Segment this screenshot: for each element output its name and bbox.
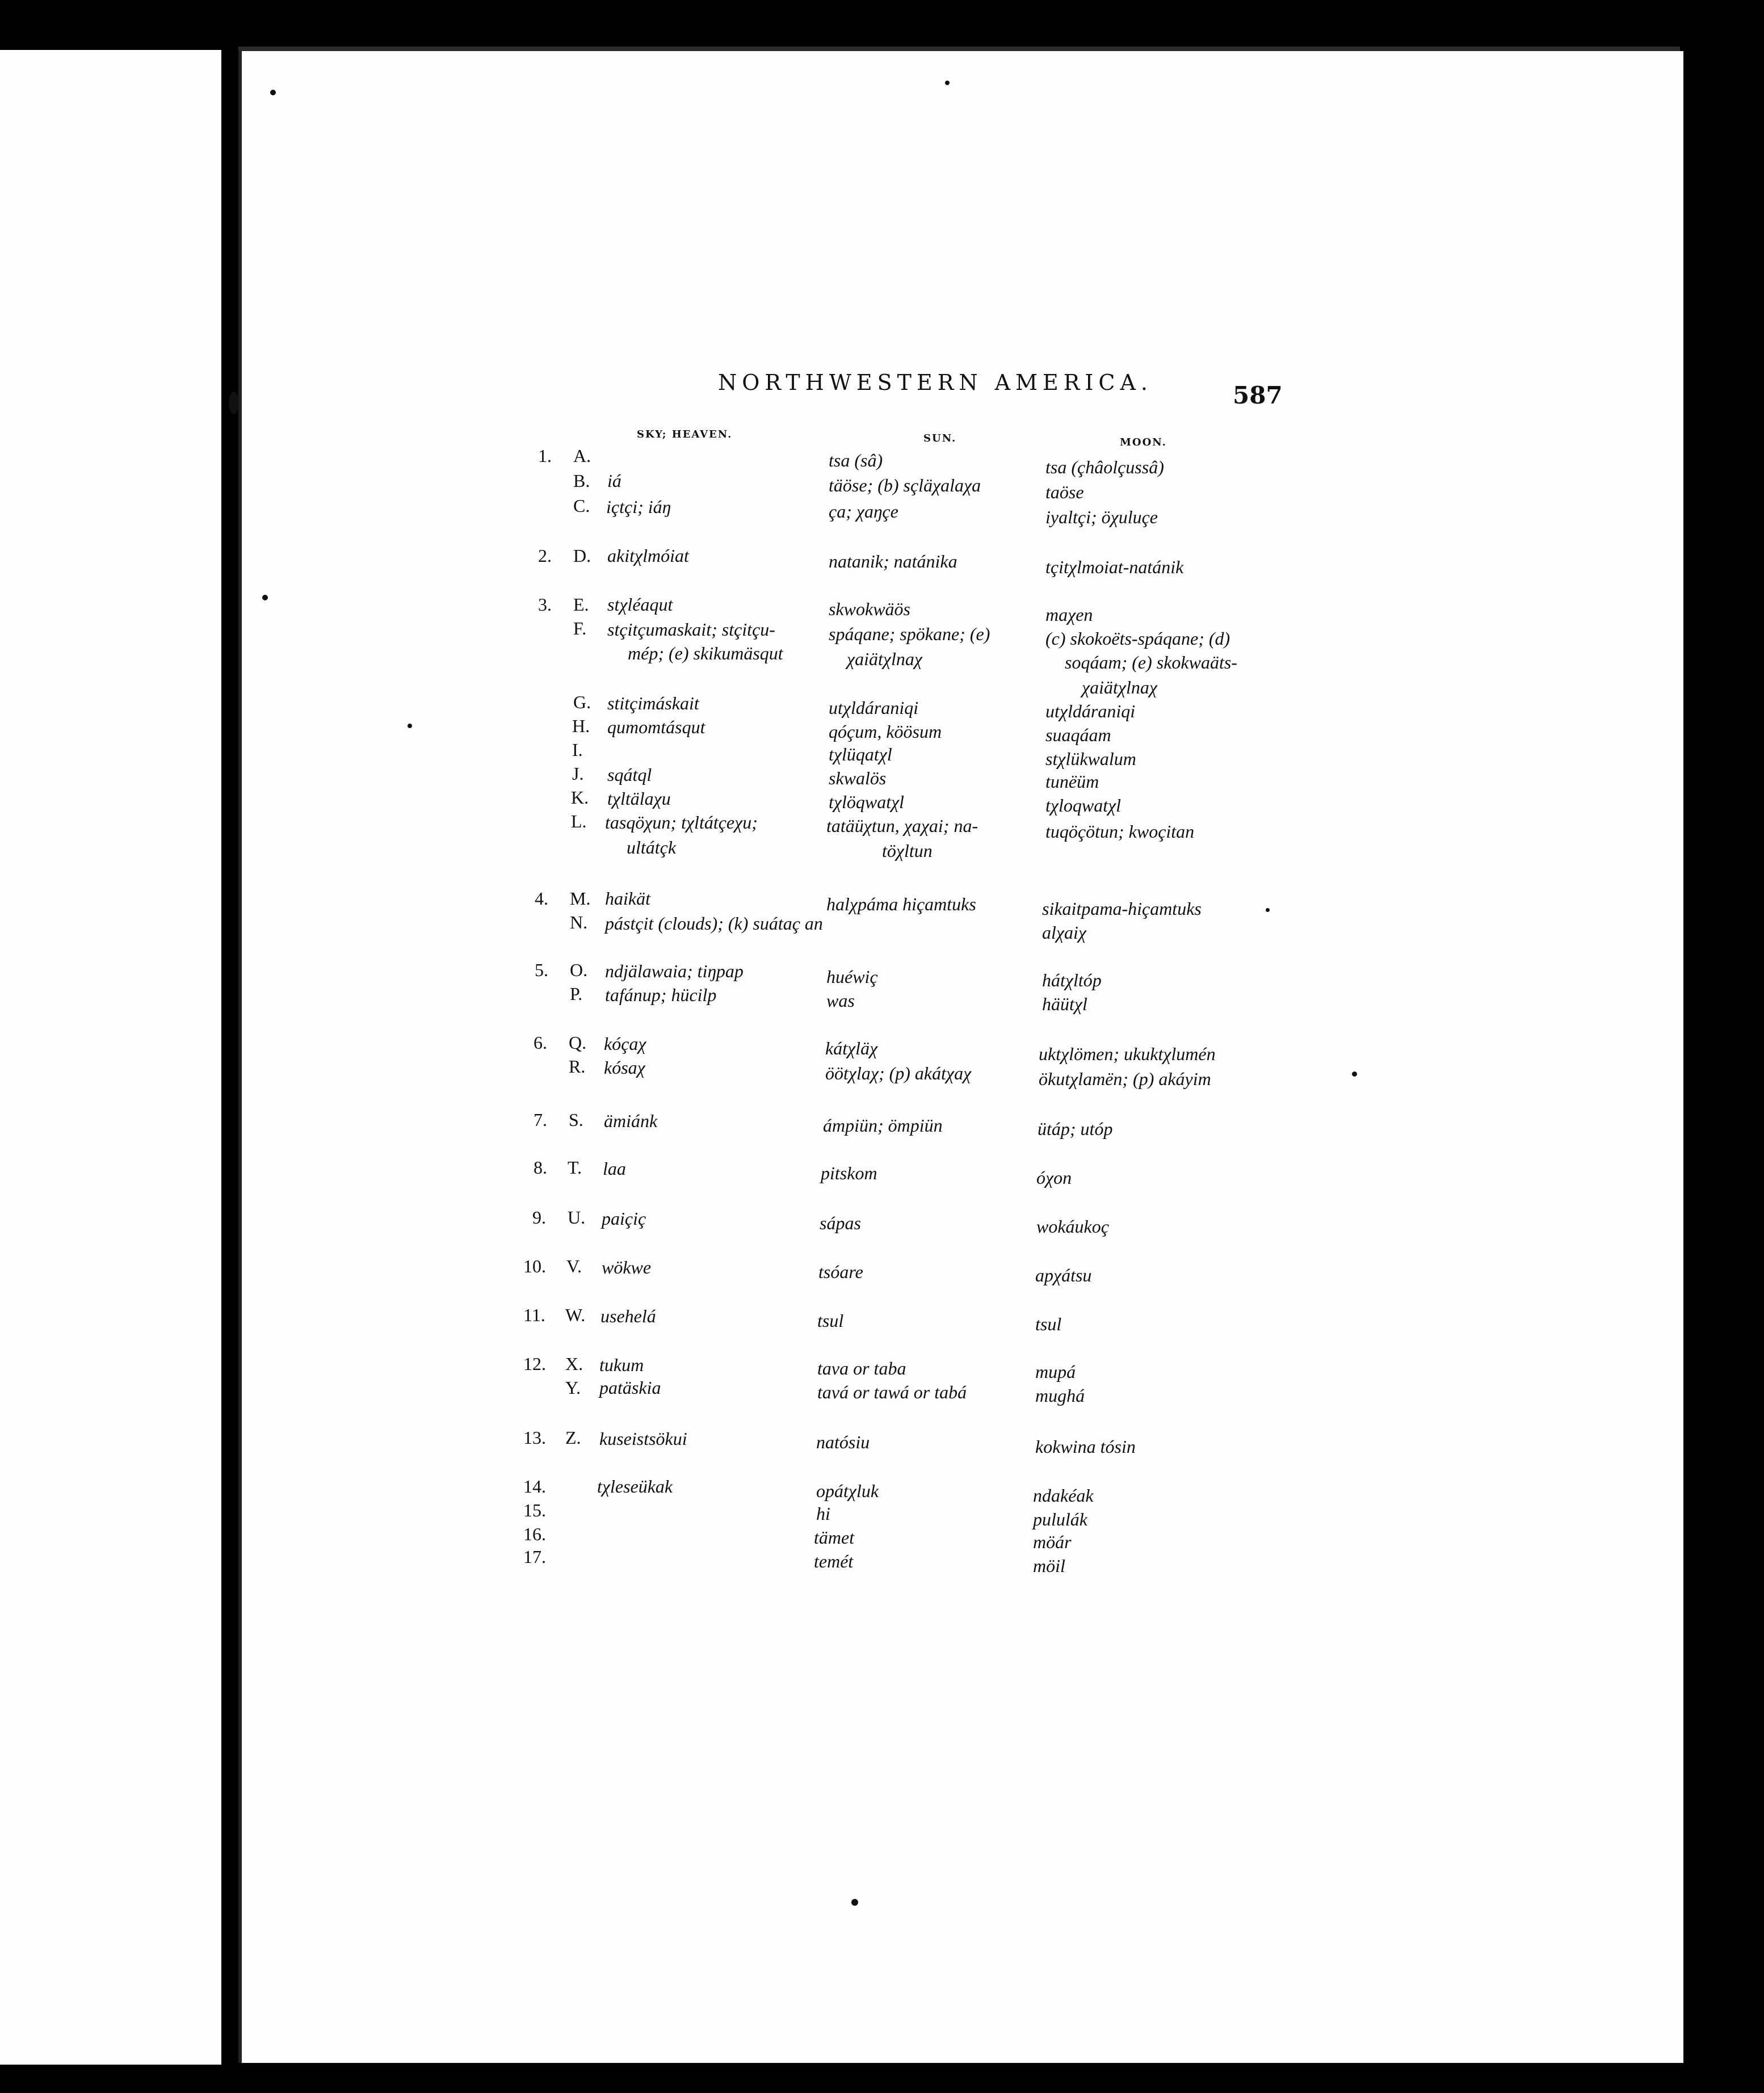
dust-speck: [270, 90, 276, 95]
column-header-moon: MOON.: [1120, 436, 1167, 448]
entry-number: 16.: [523, 1524, 546, 1544]
sky-word: iá: [607, 470, 621, 491]
sun-word: ça; χaŋçe: [829, 501, 898, 522]
moon-word: mughá: [1035, 1385, 1085, 1406]
sky-word: pástçit (clouds); (k) suátaç an: [605, 913, 823, 934]
moon-word: wokáukoç: [1036, 1216, 1109, 1237]
sky-word: paiçiç: [602, 1208, 646, 1229]
sun-word: töχltun: [882, 840, 933, 861]
moon-word: tχloqwatχl: [1045, 795, 1122, 816]
sky-word: mép; (e) skikumäsqut: [628, 643, 783, 663]
moon-word: ndakéak: [1033, 1485, 1094, 1506]
entry-number: 17.: [523, 1546, 546, 1567]
sun-word: tχlüqatχl: [829, 744, 892, 764]
sun-word: qóçum, köösum: [829, 721, 942, 742]
column-header-sky: SKY; HEAVEN.: [637, 428, 733, 440]
entry-letter: R.: [569, 1056, 586, 1077]
entry-number: 8.: [534, 1157, 547, 1178]
sun-word: natanik; natánika: [829, 551, 957, 571]
dust-speck: [1266, 908, 1270, 912]
moon-word: möil: [1033, 1556, 1065, 1576]
sun-word: utχldáraniqi: [829, 697, 919, 718]
entry-letter: V.: [566, 1256, 582, 1276]
sun-word: ámpiün; ömpiün: [823, 1115, 943, 1136]
dust-speck: [408, 724, 412, 728]
sun-word: huéwiç: [826, 966, 878, 987]
entry-letter: Y.: [565, 1377, 581, 1398]
entry-number: 5.: [535, 960, 548, 980]
sky-word: laa: [603, 1158, 626, 1179]
sun-word: skwokwäös: [829, 599, 910, 619]
dust-speck: [1352, 1071, 1357, 1077]
entry-letter: M.: [570, 888, 591, 909]
entry-number: 7.: [534, 1109, 547, 1130]
dust-speck: [945, 81, 950, 85]
entry-number: 2.: [538, 545, 552, 566]
sky-word: ndjälawaia; tiŋpap: [605, 961, 744, 981]
entry-letter: L.: [571, 811, 587, 831]
moon-word: (c) skokoëts-spáqane; (d): [1045, 628, 1230, 649]
moon-word: maχen: [1045, 604, 1093, 625]
sun-word: opátχluk: [816, 1481, 879, 1501]
sun-word: tsóare: [818, 1262, 863, 1282]
moon-word: iyaltçi; öχuluçe: [1045, 507, 1158, 527]
dust-speck: [851, 1899, 858, 1906]
entry-letter: B.: [573, 470, 590, 491]
entry-letter: T.: [568, 1157, 582, 1178]
entry-letter: N.: [570, 912, 588, 932]
sky-word: sqátql: [607, 764, 652, 785]
sun-word: spáqane; spökane; (e): [829, 624, 990, 644]
sky-word: tχltälaχu: [607, 788, 671, 809]
moon-word: ütáp; utóp: [1038, 1119, 1113, 1139]
moon-word: pululák: [1033, 1509, 1087, 1529]
moon-word: soqáam; (e) skokwaäts-: [1065, 652, 1237, 673]
sky-word: usehelá: [600, 1306, 656, 1326]
sun-word: tämet: [814, 1527, 855, 1548]
moon-word: mupá: [1035, 1361, 1076, 1382]
sky-word: tukum: [599, 1355, 644, 1375]
entry-letter: I.: [572, 739, 583, 760]
sun-word: kátχläχ: [825, 1038, 878, 1058]
entry-number: 9.: [532, 1207, 546, 1228]
sun-word: natósiu: [816, 1432, 870, 1452]
entry-number: 11.: [523, 1305, 545, 1325]
moon-word: utχldáraniqi: [1045, 701, 1136, 721]
sun-word: χaiätχlnaχ: [847, 649, 922, 669]
entry-number: 4.: [535, 888, 548, 909]
entry-letter: D.: [573, 545, 591, 566]
entry-letter: J.: [572, 763, 584, 784]
entry-number: 12.: [523, 1354, 546, 1374]
sky-word: kósaχ: [604, 1057, 645, 1078]
entry-number: 10.: [523, 1256, 546, 1276]
moon-word: tçitχlmoiat-natánik: [1045, 557, 1184, 577]
moon-word: tunëüm: [1045, 771, 1099, 792]
facing-page: [0, 50, 221, 2065]
sky-word: stitçimáskait: [607, 693, 699, 713]
sun-word: was: [826, 990, 855, 1011]
sky-word: ämiánk: [604, 1111, 658, 1131]
entry-number: 1.: [538, 446, 552, 466]
sky-word: wökwe: [602, 1257, 652, 1277]
sky-word: stχléaqut: [607, 594, 673, 615]
moon-word: hátχltóp: [1042, 970, 1102, 990]
moon-word: alχaiχ: [1042, 922, 1086, 943]
sun-word: tavá or tawá or tabá: [817, 1382, 967, 1402]
column-header-sun: SUN.: [923, 432, 957, 444]
sun-word: pitskom: [821, 1163, 877, 1183]
sun-word: skwalös: [829, 768, 887, 788]
moon-word: óχon: [1036, 1167, 1072, 1188]
book-page: [238, 51, 1683, 2063]
moon-word: tsa (çhâolçussâ): [1045, 457, 1164, 477]
entry-number: 6.: [534, 1032, 547, 1053]
entry-number: 3.: [538, 594, 552, 615]
moon-word: sikaitpama-hiçamtuks: [1042, 898, 1202, 919]
sun-word: halχpáma hiçamtuks: [826, 894, 976, 914]
moon-word: taöse: [1045, 482, 1084, 502]
entry-letter: H.: [572, 716, 590, 736]
entry-number: 15.: [523, 1500, 546, 1520]
sky-word: kóçaχ: [604, 1033, 646, 1054]
sun-word: temét: [814, 1551, 854, 1571]
entry-letter: X.: [565, 1354, 583, 1374]
dust-speck: [229, 392, 239, 414]
sun-word: tava or taba: [817, 1358, 906, 1378]
dust-speck: [262, 595, 268, 600]
running-header: NORTHWESTERN AMERICA.: [718, 370, 1153, 395]
sky-word: tχleseükak: [597, 1476, 673, 1497]
sun-word: öötχlaχ; (p) akátχaχ: [825, 1063, 972, 1083]
moon-word: kokwina tósin: [1035, 1436, 1136, 1457]
sky-word: tafánup; hücilp: [605, 985, 717, 1005]
entry-letter: K.: [571, 787, 589, 808]
moon-word: tsul: [1035, 1314, 1062, 1334]
sky-word: haikät: [605, 888, 650, 909]
moon-word: häütχl: [1042, 994, 1087, 1014]
sky-word: kuseistsökui: [599, 1428, 687, 1449]
sky-word: patäskia: [599, 1377, 661, 1398]
moon-word: χaiätχlnaχ: [1082, 677, 1157, 697]
sky-word: akitχlmóiat: [607, 545, 689, 566]
entry-letter: C.: [573, 495, 590, 516]
sun-word: tχlöqwatχl: [829, 792, 905, 812]
entry-number: 13.: [523, 1427, 546, 1448]
sky-word: içtçi; iáŋ: [606, 497, 671, 517]
entry-letter: P.: [570, 984, 583, 1004]
sun-word: hi: [816, 1503, 830, 1524]
moon-word: ökutχlamën; (p) akáyim: [1039, 1069, 1211, 1089]
sun-word: tsul: [817, 1310, 844, 1331]
sun-word: täöse; (b) sçläχalaχa: [829, 475, 981, 495]
sky-word: tasqöχun; tχltátçeχu;: [605, 812, 758, 833]
entry-letter: E.: [573, 594, 589, 615]
moon-word: stχlükwalum: [1045, 749, 1136, 769]
entry-letter: S.: [569, 1109, 583, 1130]
entry-number: 14.: [523, 1476, 546, 1497]
moon-word: uktχlömen; ukuktχlumén: [1039, 1044, 1216, 1064]
moon-word: möár: [1033, 1532, 1072, 1552]
page-number: 587: [1233, 381, 1283, 409]
entry-letter: F.: [573, 618, 587, 638]
sky-word: stçitçumaskait; stçitçu-: [607, 619, 775, 640]
moon-word: apχátsu: [1035, 1265, 1092, 1285]
moon-word: suaqáam: [1045, 725, 1111, 745]
entry-letter: U.: [568, 1207, 586, 1228]
sun-word: tatäüχtun, χaχai; na-: [826, 816, 978, 836]
entry-letter: O.: [570, 960, 588, 980]
sun-word: tsa (sâ): [829, 450, 883, 470]
entry-letter: Z.: [565, 1427, 581, 1448]
entry-letter: W.: [565, 1305, 586, 1325]
sky-word: qumomtásqut: [607, 717, 705, 737]
sky-word: ultátçk: [627, 837, 677, 858]
entry-letter: A.: [573, 446, 591, 466]
sun-word: sápas: [820, 1213, 861, 1233]
entry-letter: G.: [573, 692, 591, 712]
moon-word: tuqöçötun; kwoçitan: [1045, 821, 1195, 842]
entry-letter: Q.: [569, 1032, 587, 1053]
